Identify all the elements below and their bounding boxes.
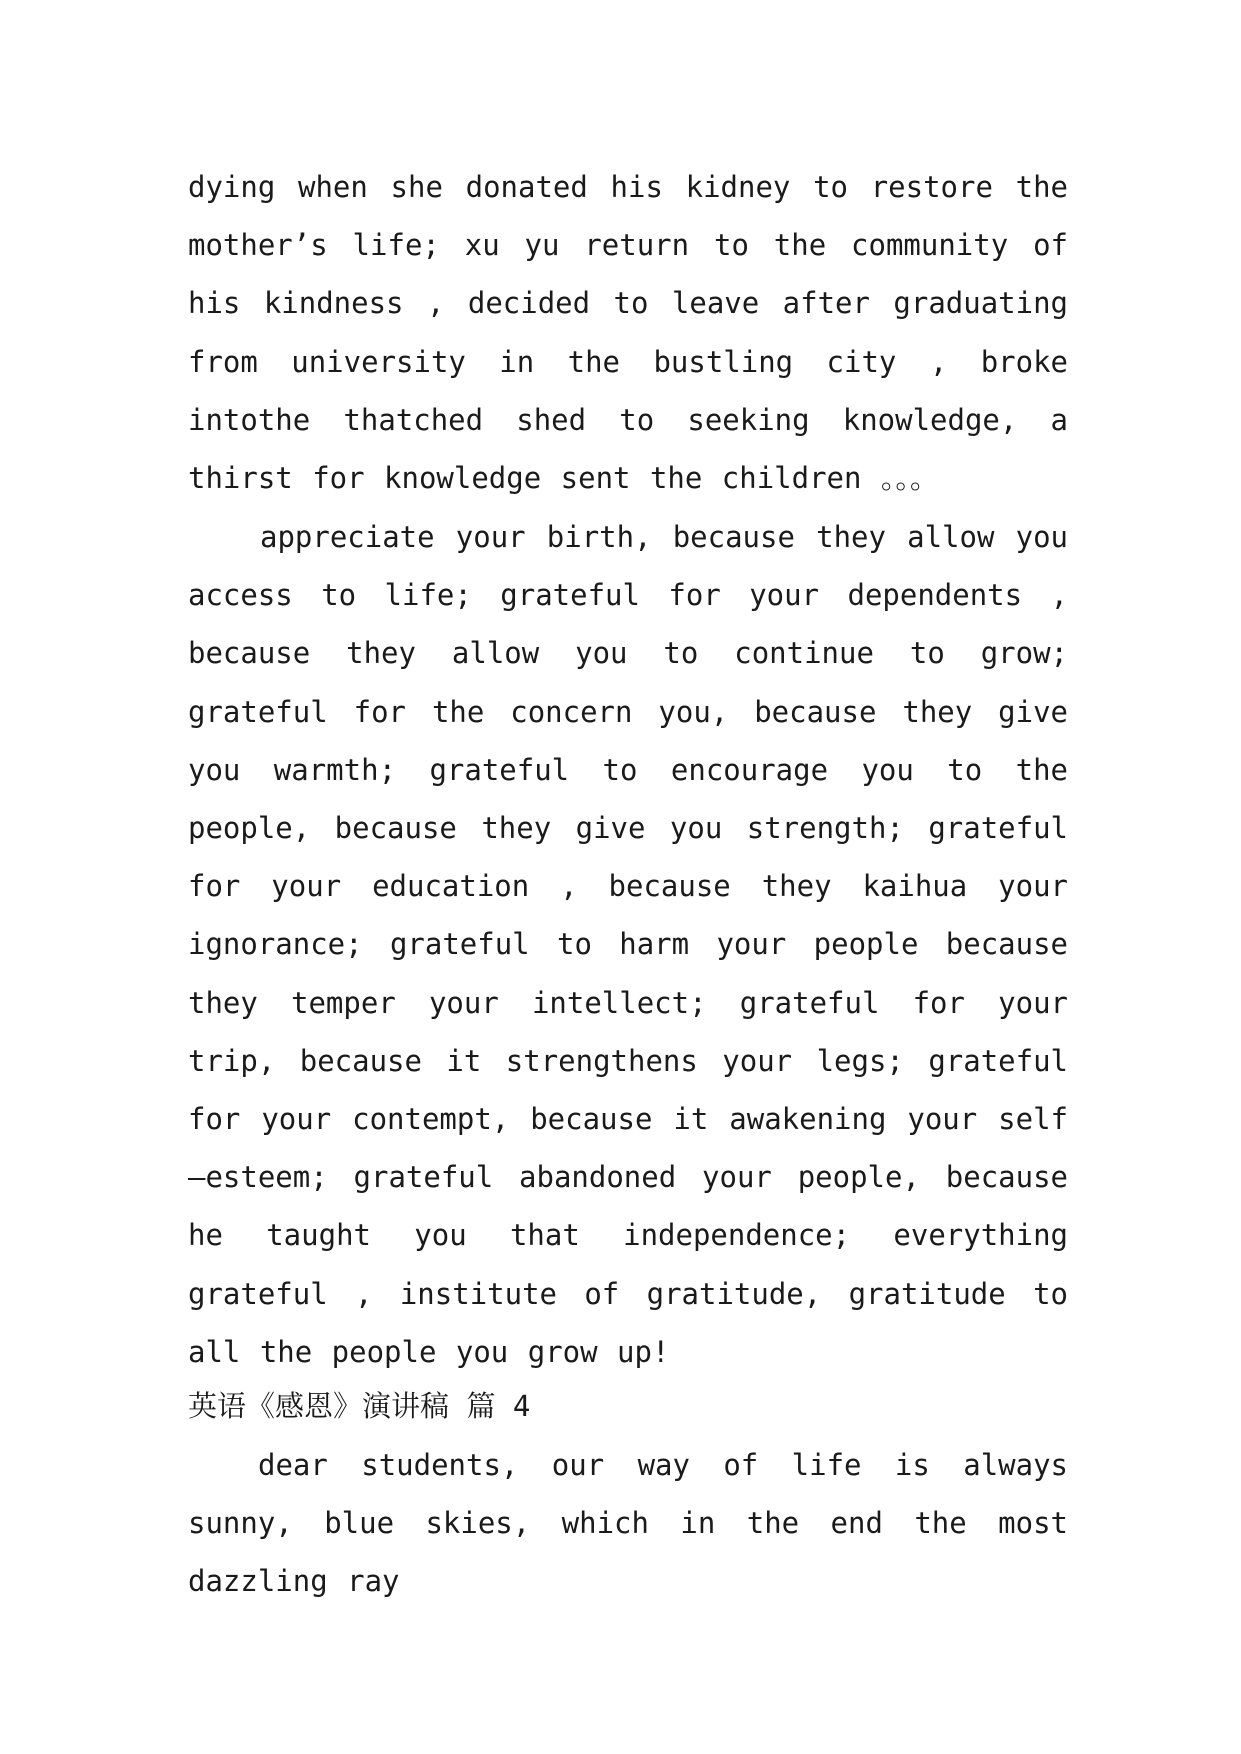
section-heading: 英语《感恩》演讲稿 篇 4 [188,1389,531,1423]
paragraph-continued: dying when she donated his kidney to restore the mother’s life; xu yu return to the community of his kindness , decided to leave after graduating from university in the bustling city , broke intothe thatched shed to seeking knowledge, a thirst for knowledge sent the children 。。。 [188,170,1068,496]
section-paragraph: dear students, our way of life is always sunny, blue skies, which in the end the most dazzling ray [188,1448,1068,1599]
paragraph-gratitude-list: appreciate your birth, because they allow you access to life; grateful for your dependents , because they allow you to continue to grow; grateful for the concern you, because they give you warmth; grateful to encourage you to the people, because they give you strength; grateful for your education , because they kaihua your ignorance; grateful to harm your people because they temper your intellect; grateful for your trip, because it strengthens your legs; grateful for your contempt, because it awakening your self—esteem; grateful abandoned your people, because he taught you that independence; everything grateful , institute of gratitude, gratitude to all the people you grow up! [188,520,1068,1369]
